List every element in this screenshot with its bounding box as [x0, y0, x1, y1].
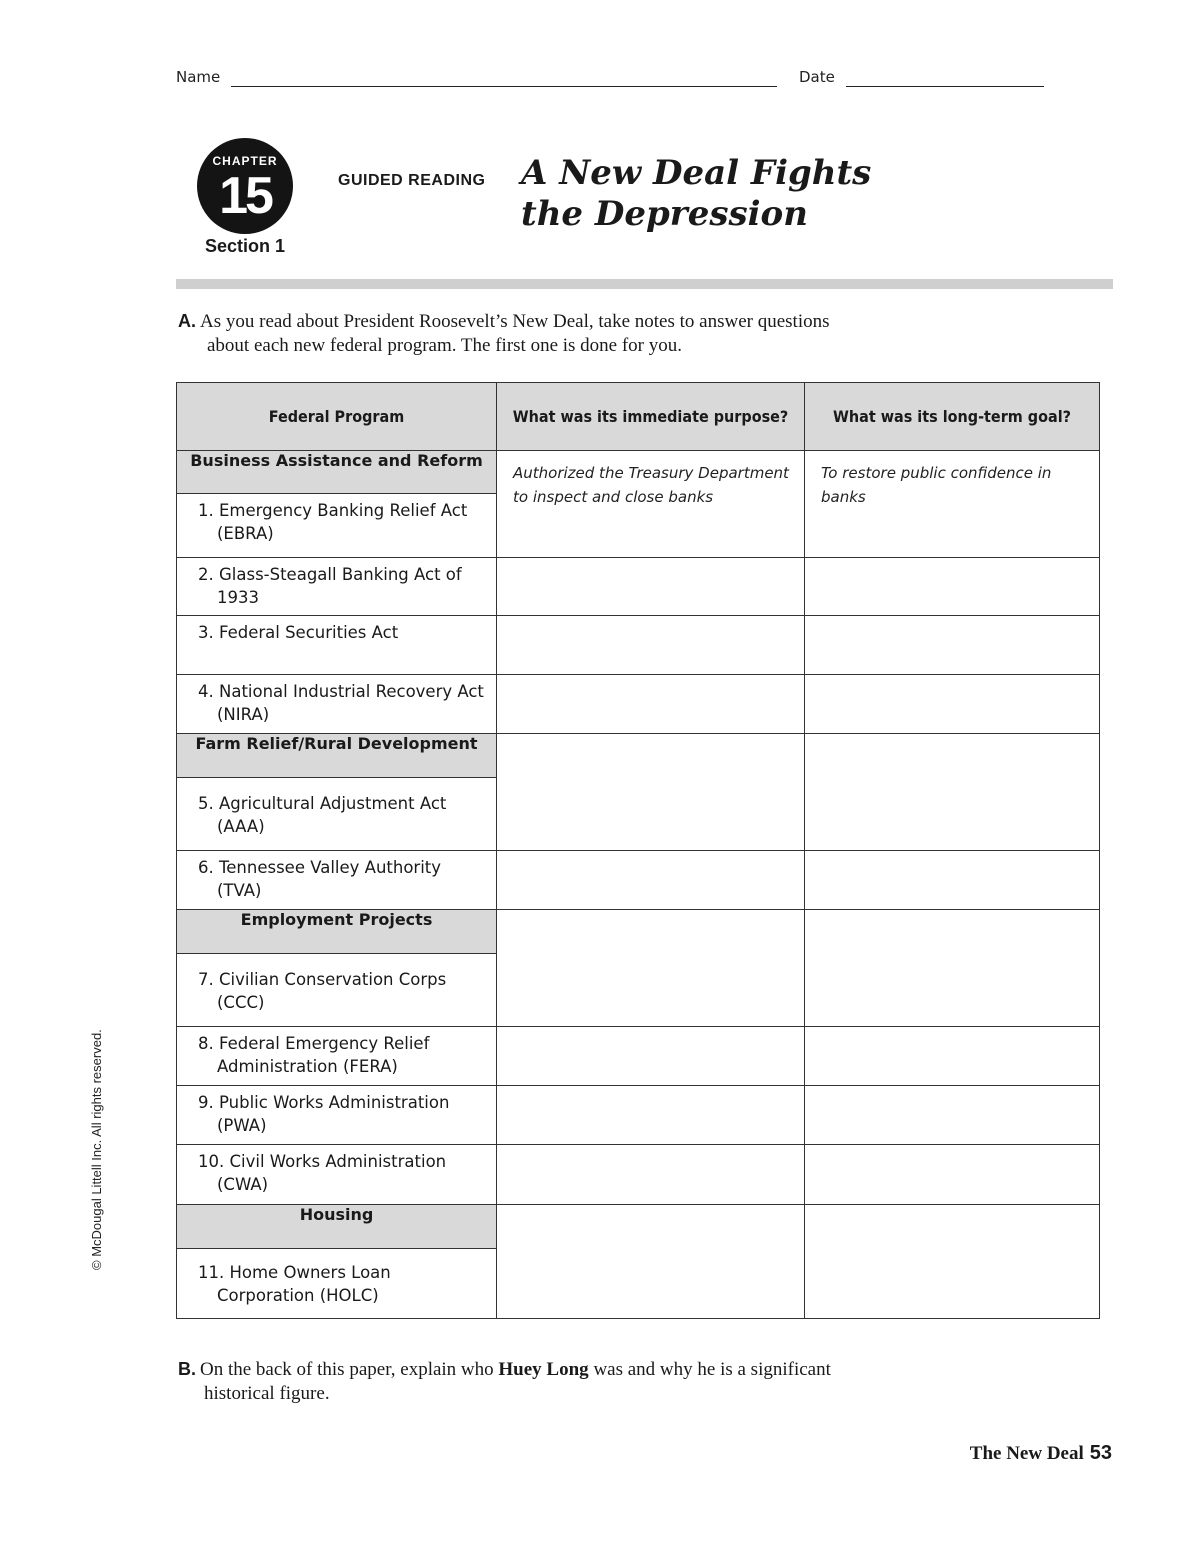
program-9: 9. Public Works Administration (PWA) — [177, 1086, 497, 1145]
answer-purpose-3[interactable] — [497, 616, 805, 675]
table-row — [177, 734, 1100, 778]
answer-purpose-10[interactable] — [497, 1145, 805, 1205]
section-label: Section 1 — [204, 236, 286, 256]
part-a-letter: A. — [178, 311, 196, 331]
answer-goal-8[interactable] — [805, 1027, 1100, 1086]
col-header-program: Federal Program — [177, 383, 497, 451]
answer-goal-7[interactable] — [805, 910, 1100, 1027]
category-farm: Farm Relief/Rural Development — [177, 734, 497, 778]
part-a-instructions — [178, 309, 830, 358]
answer-purpose-4[interactable] — [497, 675, 805, 734]
page-number: 53 — [1089, 1442, 1112, 1464]
answer-purpose-8[interactable] — [497, 1027, 805, 1086]
answer-purpose-1[interactable]: Authorized the Treasury Department to inspect and close banks — [497, 451, 805, 558]
answer-purpose-5[interactable] — [497, 734, 805, 851]
answer-goal-9[interactable] — [805, 1086, 1100, 1145]
answer-goal-11[interactable] — [805, 1205, 1100, 1319]
answer-goal-5[interactable] — [805, 734, 1100, 851]
col-header-purpose: What was its immediate purpose? — [497, 383, 805, 451]
program-7: 7. Civilian Conservation Corps (CCC) — [177, 954, 497, 1027]
table-row — [177, 1086, 1100, 1145]
date-field[interactable] — [846, 86, 1044, 87]
program-2: 2. Glass-Steagall Banking Act of 1933 — [177, 558, 497, 616]
part-b-instructions — [178, 1357, 831, 1406]
table-row — [177, 451, 1100, 494]
answer-purpose-11[interactable] — [497, 1205, 805, 1319]
date-label: Date — [799, 68, 835, 86]
category-business: Business Assistance and Reform — [177, 451, 497, 494]
answer-goal-1[interactable]: To restore public confidence in banks — [805, 451, 1100, 558]
table-row — [177, 1027, 1100, 1086]
table-row — [177, 1145, 1100, 1205]
part-b-huey-long: Huey Long — [498, 1359, 589, 1380]
table-row — [177, 851, 1100, 910]
guided-reading-label: GUIDED READING — [338, 172, 486, 189]
footer-unit: The New Deal — [969, 1443, 1084, 1464]
table-row — [177, 910, 1100, 954]
answer-goal-10[interactable] — [805, 1145, 1100, 1205]
answer-goal-6[interactable] — [805, 851, 1100, 910]
program-6: 6. Tennessee Valley Authority (TVA) — [177, 851, 497, 910]
program-11: 11. Home Owners Loan Corporation (HOLC) — [177, 1249, 497, 1319]
category-employment: Employment Projects — [177, 910, 497, 954]
chapter-badge — [197, 138, 293, 234]
part-b-line-1-pre: On the back of this paper, explain who — [200, 1359, 499, 1380]
name-label: Name — [176, 68, 221, 86]
program-4: 4. National Industrial Recovery Act (NIRA) — [177, 675, 497, 734]
answer-goal-4[interactable] — [805, 675, 1100, 734]
title-line-1: A New Deal Fights — [521, 153, 872, 193]
program-5: 5. Agricultural Adjustment Act (AAA) — [177, 778, 497, 851]
answer-purpose-9[interactable] — [497, 1086, 805, 1145]
answer-purpose-2[interactable] — [497, 558, 805, 616]
answer-goal-3[interactable] — [805, 616, 1100, 675]
table-row — [177, 1205, 1100, 1249]
table-header-row — [177, 383, 1100, 451]
page-footer — [970, 1442, 1112, 1465]
chapter-label: CHAPTER — [212, 154, 278, 168]
answer-purpose-7[interactable] — [497, 910, 805, 1027]
divider-bar — [176, 279, 1113, 289]
chapter-number: 15 — [219, 167, 271, 225]
table-row — [177, 675, 1100, 734]
program-10: 10. Civil Works Administration (CWA) — [177, 1145, 497, 1205]
category-housing: Housing — [177, 1205, 497, 1249]
answer-goal-2[interactable] — [805, 558, 1100, 616]
program-1: 1. Emergency Banking Relief Act (EBRA) — [177, 494, 497, 558]
part-b-line-1-post: was and why he is a significant — [588, 1359, 831, 1380]
copyright-notice: © McDougal Littell Inc. All rights reserved. — [89, 1029, 104, 1270]
program-3: 3. Federal Securities Act — [177, 616, 497, 675]
page-title — [521, 153, 871, 235]
col-header-goal: What was its long-term goal? — [805, 383, 1100, 451]
notes-table — [176, 382, 1100, 1319]
part-a-line-1: As you read about President Roosevelt’s New Deal, take notes to answer questions — [200, 311, 830, 332]
title-line-2: the Depression — [521, 194, 808, 234]
part-b-line-2: historical figure. — [204, 1383, 330, 1404]
name-field[interactable] — [231, 86, 777, 87]
answer-purpose-6[interactable] — [497, 851, 805, 910]
part-a-line-2: about each new federal program. The first one is done for you. — [207, 335, 683, 356]
part-b-letter: B. — [178, 1359, 196, 1379]
table-row — [177, 616, 1100, 675]
table-row — [177, 558, 1100, 616]
program-8: 8. Federal Emergency Relief Administration (FERA) — [177, 1027, 497, 1086]
